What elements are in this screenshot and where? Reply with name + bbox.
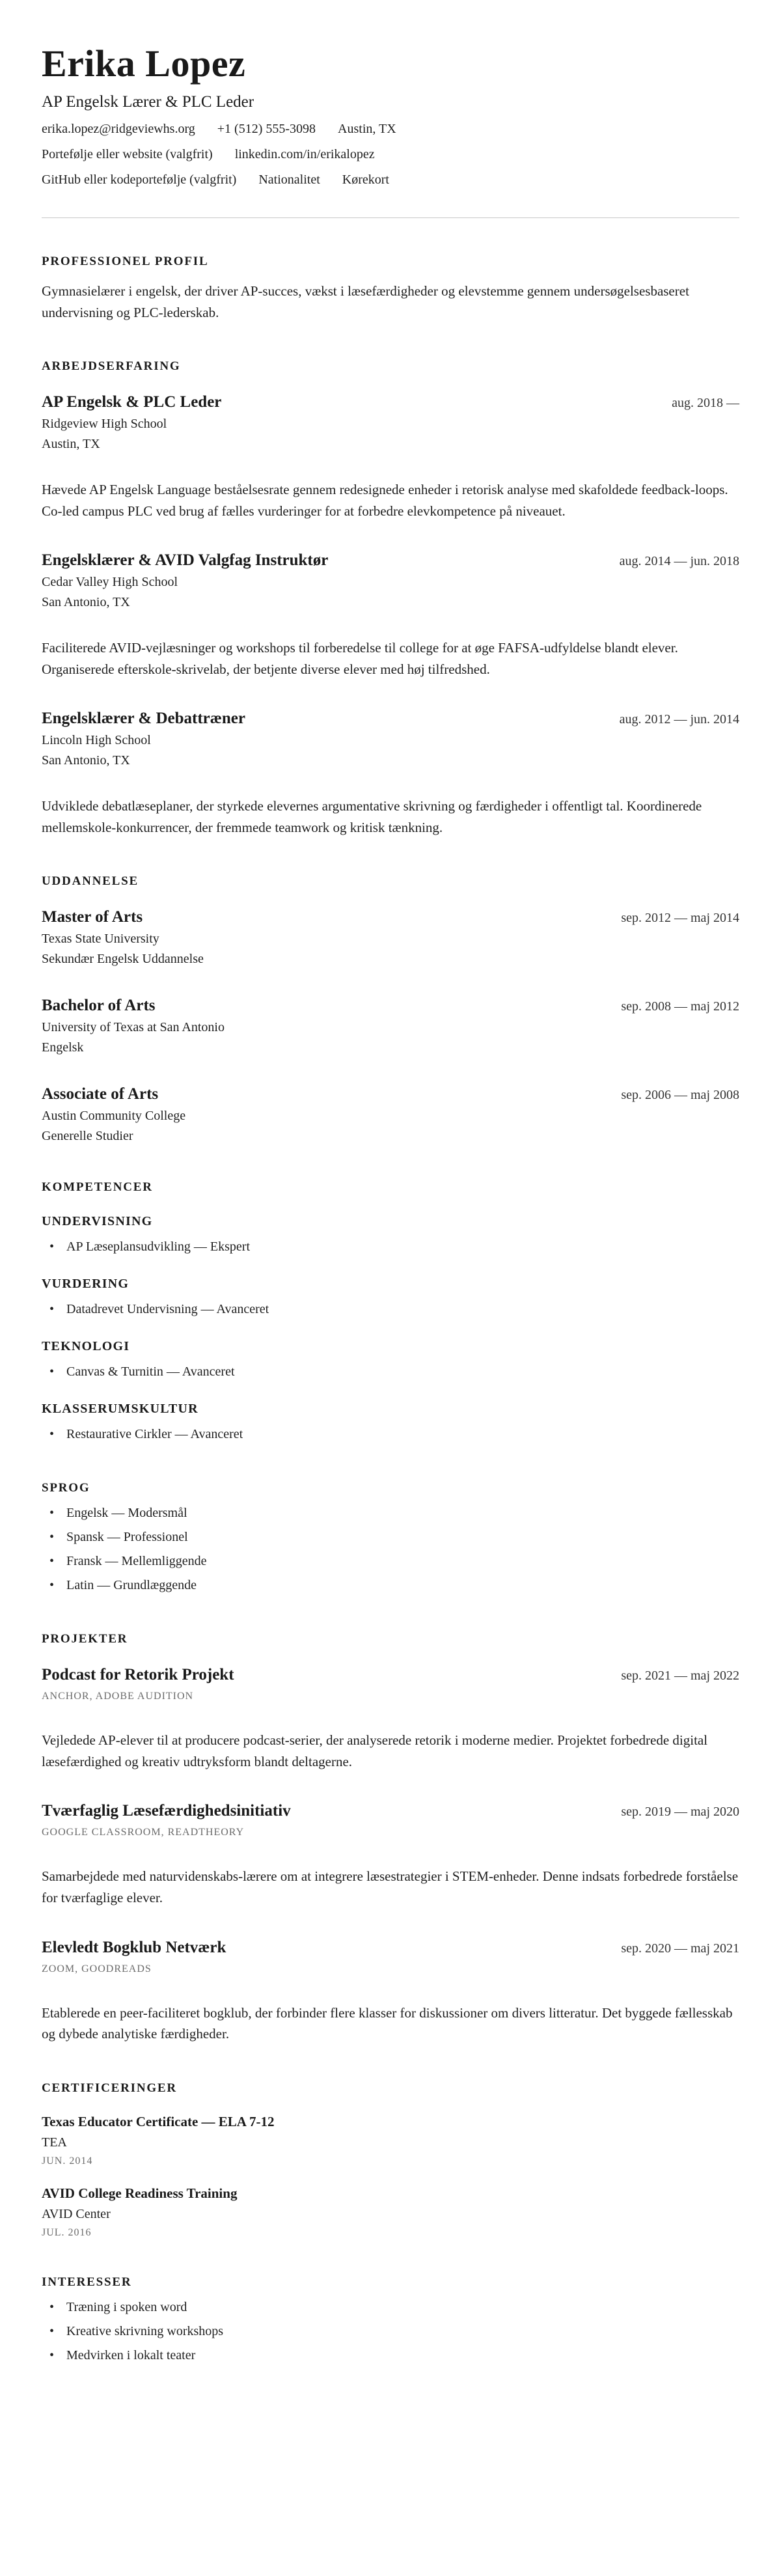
job-description: Hævede AP Engelsk Language beståelsesrate gennem redesignede enheder i retorisk analyse med skafoldede feedback-loops. Co-led campus PLC ved brug af fælles vurderinger for at forbedre elevkompetence på niveauet. [42, 482, 728, 519]
education-entry [42, 1085, 739, 1144]
contact-row-2 [42, 147, 739, 162]
job-location: Austin, TX [42, 437, 100, 452]
job-entry [42, 551, 739, 680]
project-header [42, 1939, 739, 1957]
contact-website: Portefølje eller website (valgfrit) [42, 147, 213, 161]
contact-row-3 [42, 173, 739, 187]
education-degree: Bachelor of Arts [42, 997, 156, 1015]
skill-group [42, 1277, 739, 1320]
project-tools: GOOGLE CLASSROOM, READTHEORY [42, 1827, 245, 1838]
education-school: Texas State University [42, 932, 159, 947]
section-experience [42, 359, 739, 838]
job-entry [42, 710, 739, 838]
profile-text: Gymnasielærer i engelsk, der driver AP-succes, vækst i læsefærdigheder og elevstemme gennem undersøgelsesbaseret undervisning og PLC-lederskab. [42, 283, 689, 320]
interest-list [42, 2297, 739, 2366]
section-projects [42, 1632, 739, 2044]
job-location: San Antonio, TX [42, 753, 130, 768]
job-dates: aug. 2014 — jun. 2018 [619, 554, 739, 569]
contact-location: Austin, TX [338, 122, 396, 136]
skill-list [42, 1237, 739, 1257]
certification-date: JUL. 2016 [42, 2226, 92, 2238]
skill-group [42, 1402, 739, 1445]
project-description: Etablerede en peer-faciliteret bogklub, der forbinder flere klasser for diskussioner om divers litteratur. Det byggede fællesskab og dybede analytiske færdigheder. [42, 2004, 733, 2042]
education-field: Engelsk [42, 1040, 84, 1055]
project-entry [42, 1666, 739, 1772]
interest-item: • Træning i spoken word [42, 2297, 739, 2318]
education-entry [42, 908, 739, 967]
skill-item: • AP Læseplansudvikling — Ekspert [42, 1237, 739, 1257]
education-field: Sekundær Engelsk Uddannelse [42, 952, 204, 967]
language-item: • Spansk — Professionel [42, 1527, 739, 1547]
certification-entry [42, 2185, 739, 2239]
section-heading-skills: KOMPETENCER [42, 1180, 153, 1195]
project-header [42, 1802, 739, 1820]
skill-list [42, 1362, 739, 1382]
contact-row-1 [42, 122, 739, 137]
skill-group [42, 1214, 739, 1257]
education-header [42, 997, 739, 1015]
education-dates: sep. 2012 — maj 2014 [621, 911, 739, 926]
education-entry [42, 997, 739, 1055]
education-field: Generelle Studier [42, 1129, 133, 1144]
project-title: Elevledt Bogklub Netværk [42, 1938, 226, 1956]
project-dates: sep. 2020 — maj 2021 [621, 1941, 739, 1956]
section-profile [42, 255, 739, 323]
education-dates: sep. 2006 — maj 2008 [621, 1088, 739, 1103]
certification-title: Texas Educator Certificate — ELA 7-12 [42, 2113, 275, 2129]
contact-nationality: Nationalitet [258, 173, 320, 187]
skill-group-label: TEKNOLOGI [42, 1339, 130, 1354]
job-description: Faciliterede AVID-vejlæsninger og workshops til forberedelse til college for at øge FAFSA-udfyldelse blandt elever. Organiserede efterskole-skrivelab, der betjente diverse elever med høj tilfredshed. [42, 640, 678, 677]
certification-issuer: TEA [42, 2135, 67, 2150]
project-description: Samarbejdede med naturvidenskabs-lærere om at integrere læsestrategier i STEM-enheder. Denne indsats forbedrede forståelse for tværfaglige elever. [42, 1868, 739, 1906]
header-divider [42, 217, 739, 218]
section-heading-languages: SPROG [42, 1481, 90, 1495]
section-certifications [42, 2081, 739, 2239]
job-company: Cedar Valley High School [42, 575, 178, 590]
job-entry [42, 393, 739, 521]
resume-header [42, 42, 739, 218]
language-list [42, 1503, 739, 1596]
project-dates: sep. 2021 — maj 2022 [621, 1669, 739, 1683]
skill-item: • Canvas & Turnitin — Avanceret [42, 1362, 739, 1382]
education-dates: sep. 2008 — maj 2012 [621, 999, 739, 1014]
contact-phone: +1 (512) 555-3098 [217, 122, 316, 136]
contact-license: Kørekort [342, 173, 389, 187]
section-heading-interests: INTERESSER [42, 2275, 132, 2289]
contact-email: erika.lopez@ridgeviewhs.org [42, 122, 195, 136]
education-degree: Associate of Arts [42, 1085, 159, 1103]
language-item: • Latin — Grundlæggende [42, 1575, 739, 1596]
skill-group [42, 1339, 739, 1382]
job-description: Udviklede debatlæseplaner, der styrkede elevernes argumentative skrivning og færdigheder i offentligt tal. Koordinerede mellemskole-konkurrencer, der fremmede teamwork og kritisk tænkning. [42, 798, 702, 835]
project-tools: ANCHOR, ADOBE AUDITION [42, 1691, 194, 1702]
language-item: • Fransk — Mellemliggende [42, 1551, 739, 1572]
skill-group-label: UNDERVISNING [42, 1214, 153, 1229]
section-skills [42, 1180, 739, 1445]
job-dates: aug. 2018 — [672, 396, 739, 411]
job-header [42, 393, 739, 411]
education-school: Austin Community College [42, 1109, 186, 1124]
job-company: Ridgeview High School [42, 417, 167, 432]
project-header [42, 1666, 739, 1684]
skill-item: • Datadrevet Undervisning — Avanceret [42, 1299, 739, 1320]
education-header [42, 1085, 739, 1103]
contact-linkedin: linkedin.com/in/erikalopez [234, 147, 375, 161]
job-title: Engelsklærer & AVID Valgfag Instruktør [42, 551, 329, 570]
skill-group-label: KLASSERUMSKULTUR [42, 1402, 199, 1417]
certification-issuer: AVID Center [42, 2206, 111, 2221]
section-heading-profile: PROFESSIONEL PROFIL [42, 255, 209, 268]
job-header [42, 710, 739, 728]
education-school: University of Texas at San Antonio [42, 1020, 225, 1035]
section-heading-certifications: CERTIFICERINGER [42, 2081, 177, 2095]
skill-group-label: VURDERING [42, 1277, 130, 1292]
education-header [42, 908, 739, 926]
contact-github: GitHub eller kodeportefølje (valgfrit) [42, 173, 237, 187]
certification-title: AVID College Readiness Training [42, 2185, 238, 2201]
section-heading-experience: ARBEJDSERFARING [42, 359, 181, 374]
job-company: Lincoln High School [42, 733, 151, 748]
job-title: Engelsklærer & Debattræner [42, 710, 245, 728]
interest-item: • Medvirken i lokalt teater [42, 2346, 739, 2366]
skill-item: • Restaurative Cirkler — Avanceret [42, 1424, 739, 1445]
project-entry [42, 1939, 739, 2045]
project-tools: ZOOM, GOODREADS [42, 1963, 152, 1974]
section-interests [42, 2275, 739, 2366]
skill-list [42, 1424, 739, 1445]
language-item: • Engelsk — Modersmål [42, 1503, 739, 1523]
skill-list [42, 1299, 739, 1320]
project-title: Podcast for Retorik Projekt [42, 1666, 234, 1684]
section-education [42, 874, 739, 1144]
certification-date: JUN. 2014 [42, 2155, 93, 2167]
job-header [42, 551, 739, 570]
project-title: Tværfaglig Læsefærdighedsinitiativ [42, 1802, 291, 1820]
project-dates: sep. 2019 — maj 2020 [621, 1805, 739, 1820]
candidate-name: Erika Lopez [42, 42, 246, 85]
section-languages [42, 1481, 739, 1596]
section-heading-projects: PROJEKTER [42, 1632, 128, 1646]
candidate-headline: AP Engelsk Lærer & PLC Leder [42, 93, 254, 111]
job-title: AP Engelsk & PLC Leder [42, 393, 222, 411]
job-dates: aug. 2012 — jun. 2014 [619, 712, 739, 727]
job-location: San Antonio, TX [42, 595, 130, 610]
education-degree: Master of Arts [42, 908, 143, 926]
certification-entry [42, 2114, 739, 2167]
section-heading-education: UDDANNELSE [42, 874, 139, 889]
interest-item: • Kreative skrivning workshops [42, 2321, 739, 2342]
project-description: Vejledede AP-elever til at producere podcast-serier, der analyserede retorik i moderne medier. Projektet forbedrede digital læsefærdighed og kreativ udtryksform blandt deltagerne. [42, 1732, 708, 1769]
project-entry [42, 1802, 739, 1908]
